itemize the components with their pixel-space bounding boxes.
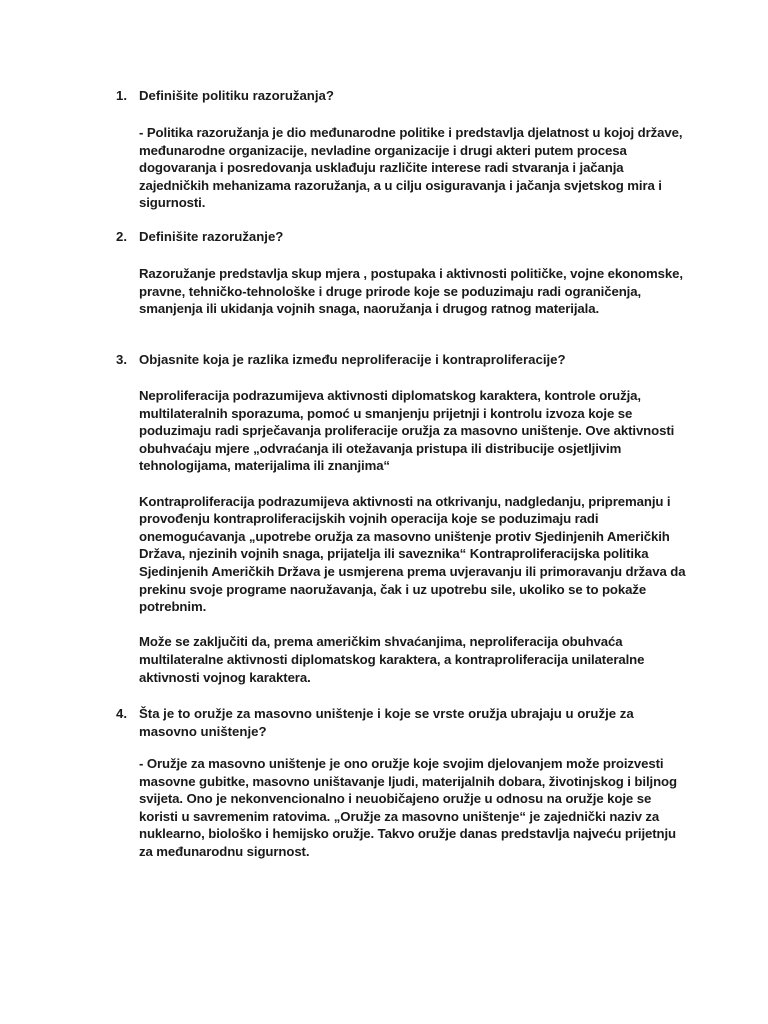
answer-body: [139, 755, 686, 861]
answer-paragraph: Kontraproliferacija podrazumijeva aktivnosti na otkrivanju, nadgledanju, pripremanju i provođenju kontraproliferacijskih vojnih operacija koje se poduzimaju radi onemogućavanja „upotrebe oružja za masovno uništenje protiv Sjedinjenih Američkih Država, njezinih vojnih snaga, prijatelja ili saveznika“ Kontraproliferacijska politika Sjedinjenih Američkih Država je usmjerena prema uvjeravanju ili primoravanju država da prekinu svoje programe naoružavanja, čak i uz upotrebu sile, ukoliko se to pokaže potrebnim.: [139, 493, 686, 615]
question-heading: [116, 705, 686, 741]
question-3: [116, 351, 686, 686]
question-heading: [116, 87, 686, 105]
question-title: Objasnite koja je razlika između neproliferacije i kontraproliferacije?: [139, 352, 566, 367]
answer-paragraph: - Oružje za masovno uništenje je ono oružje koje svojim djelovanjem može proizvesti masovne gubitke, masovno uništavanje ljudi, materijalnih dobara, životinjskog i biljnog svijeta. Ono je nekonvencionalno i neuobičajeno oružje u odnosu na oružje koje se koristi u savremenim ratovima. „Oružje za masovno uništenje“ je zajednički naziv za nuklearno, biološko i hemijsko oružje. Takvo oružje danas predstavlja najveću prijetnju za međunarodnu sigurnost.: [139, 756, 677, 859]
answer-paragraph: Može se zaključiti da, prema američkim shvaćanjima, neproliferacija obuhvaća multilateralne aktivnosti diplomatskog karaktera, a kontraproliferacija unilateralne aktivnosti vojnog karaktera.: [139, 634, 645, 685]
answer-paragraph: - Politika razoružanja je dio međunarodne politike i predstavlja djelatnost u kojoj države, međunarodne organizacije, nevladine organizacije i drugi akteri putem procesa dogovaranja i posredovanja usklađuju različite interese radi stvaranja i jačanja zajedničkih mehanizama razoružanja, a u cilju osiguravanja i jačanja svjetskog mira i sigurnosti.: [139, 125, 683, 211]
answer-body: [139, 387, 686, 686]
question-title: Definišite razoružanje?: [139, 229, 284, 244]
answer-body: [139, 265, 686, 318]
question-1: [116, 87, 686, 212]
answer-body: [139, 124, 686, 212]
question-title: Šta je to oružje za masovno uništenje i koje se vrste oružja ubrajaju u oružje za masovno uništenje?: [139, 706, 634, 739]
question-heading: [116, 351, 686, 369]
answer-paragraph: Neproliferacija podrazumijeva aktivnosti diplomatskog karaktera, kontrole oružja, multilateralnih sporazuma, pomoć u smanjenju prijetnji i kontrolu izvoza koje se poduzimaju radi sprječavanja proliferacije oružja za masovno uništenje. Ove aktivnosti obuhvaćaju mjere „odvraćanja ili otežavanja pristupa ili distribucije osjetljivim tehnologijama, materijalima ili znanjima“: [139, 388, 675, 474]
question-2: [116, 228, 686, 318]
answer-paragraph: Razoružanje predstavlja skup mjera , postupaka i aktivnosti političke, vojne ekonomske, pravne, tehničko-tehnološke i druge prirode koje se poduzimaju radi ograničenja, smanjenja ili ukidanja vojnih snaga, naoružanja i drugog ratnog materijala.: [139, 266, 683, 317]
question-title: Definišite politiku razoružanja?: [139, 88, 334, 103]
question-4: [116, 705, 686, 861]
question-heading: [116, 228, 686, 246]
question-number: 1.: [116, 88, 127, 103]
question-number: 4.: [116, 706, 127, 721]
question-number: 2.: [116, 229, 127, 244]
question-number: 3.: [116, 352, 127, 367]
